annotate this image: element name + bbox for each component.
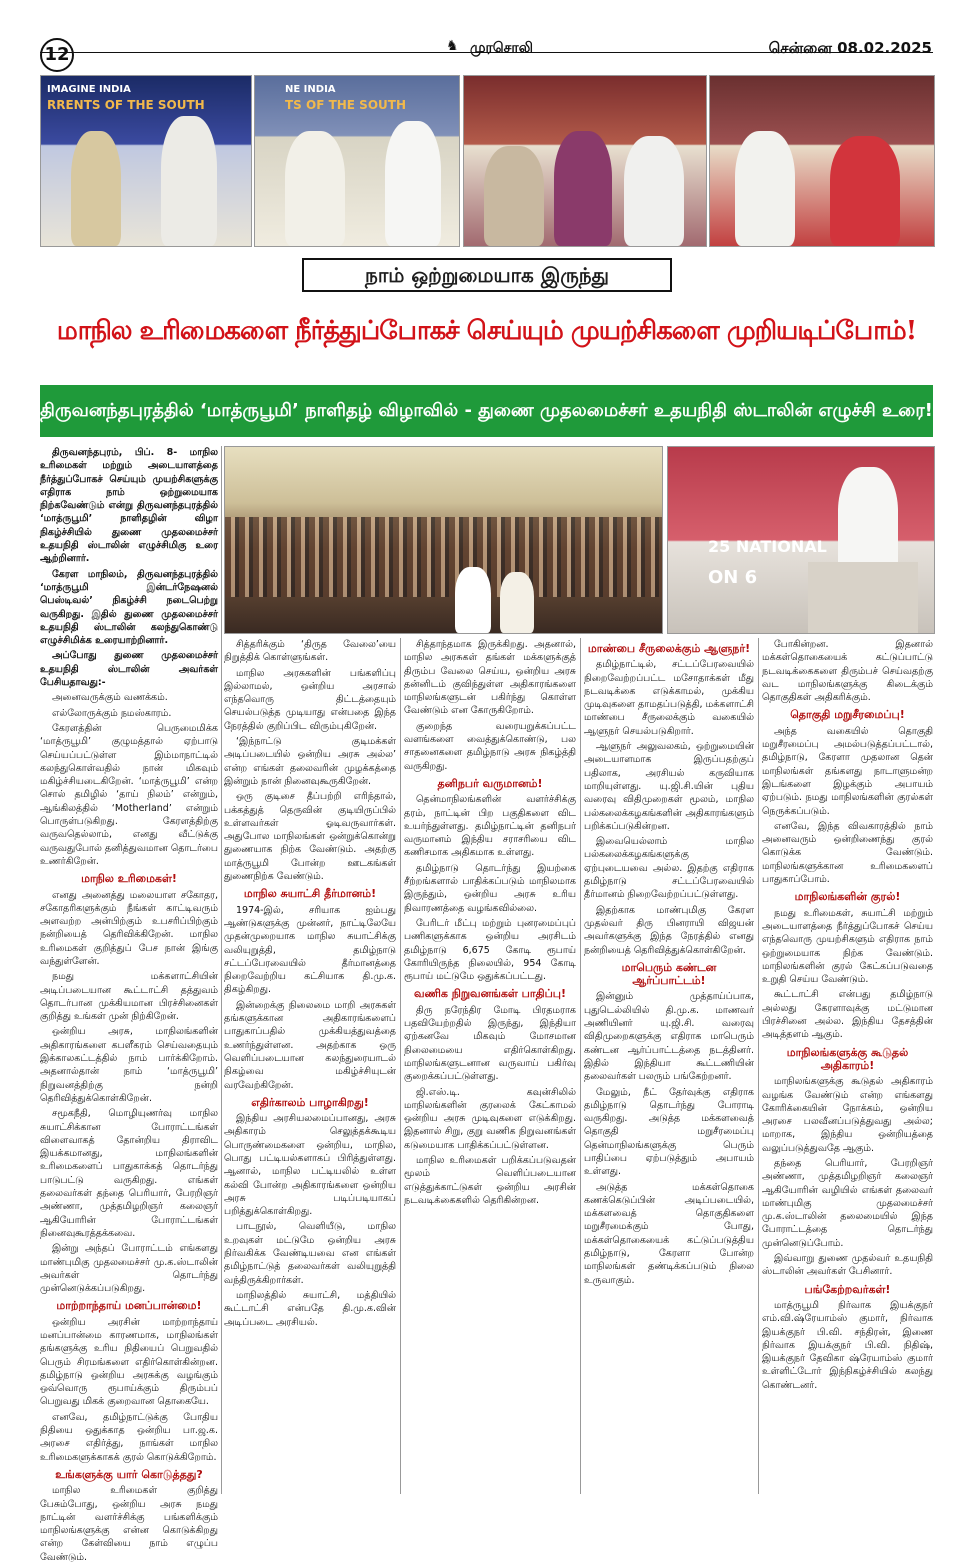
section-heading: எதிர்காலம் பாழாகிறது! [251,1095,369,1109]
section-heading: மாபெரும் கண்டன ஆர்ப்பாட்டம்! [621,960,717,988]
article-paragraph: மாத்ருபூமி நிர்வாக இயக்குநர் எம்.வி.ஷ்ரேயாம்ஸ் குமார், நிர்வாக இயக்குநர் பி.வி. சந்திரன், இணை நிர்வாக இயக்குநர் பி.வி. நிதிஷ், இயக்குநர் தேவிகா ஷ்ரேயாம்ஸ் குமார் உள்ளிட்டோர் இந்நிகழ்ச்சியில் கலந்து கொண்டனர். [762,1299,933,1391]
banner-text: NE INDIA [285,84,336,95]
section-heading: மாநில உரிமைகள்! [81,872,177,886]
article-paragraph: மாநில அரசுகளின் பங்களிப்பு இல்லாமல், ஒன்றிய அரசால் எந்தவொரு திட்டத்தையும் செயல்படுத்த முடியாது என்பதை இந்த நேரத்தில் குறிப்பிட விரும்புகிறேன். [224,667,396,732]
article-paragraph: திரு நரேந்திர மோடி பிரதமராக பதவியேற்றதில் இருந்து, இந்தியா ஏற்கனவே மிகவும் மோசமான நிலைமையை எதிர்கொள்கிறது. மாநிலங்களுடனான வருவாய் பகிர்வு குறைக்கப்பட்டுள்ளது. [404,1004,576,1083]
article-column-1 [40,446,218,1563]
article-paragraph: இன்றைக்கு நிலைமை மாறி அரசுகள் தங்களுக்கான அதிகாரங்களைப் பாதுகாப்பதில் முக்கியத்துவத்தை உணர்ந்துள்ளன. அதற்காக ஒரு வெளிப்படையான கலந்துரையாடல் நிகழ்வை மகிழ்ச்சியுடன் வரவேற்கிறேன். [224,999,396,1091]
person-figure [285,131,345,246]
article-paragraph: அடுத்த மக்கள்தொகை கணக்கெடுப்பின் அடிப்படையில், மக்களவைத் தொகுதிகளை மறுசீரமைக்கும் போது, மக்கள்தொகையைக் கட்டுப்படுத்திய தமிழ்நாடு, கேரளா போன்ற மாநிலங்கள் தண்டிக்கப்படும் நிலை உருவாகும். [584,1181,754,1286]
person-figure [735,131,795,246]
article-paragraph: ஜி.எஸ்.டி. கவுன்சிலில் மாநிலங்களின் குரலைக் கேட்காமல் ஒன்றிய அரசு முடிவுகளை எடுக்கிறது. இதனால் சிறு, குறு வணிக நிறுவனங்கள் கடுமையாக பாதிக்கப்பட்டுள்ளன. [404,1086,576,1151]
article-paragraph: தமிழ்நாட்டில், சட்டப்பேரவையில் நிறைவேற்றப்பட்ட மசோதாக்கள் மீது நடவடிக்கை எடுக்காமல், முக்கிய முடிவுகளை தாமதப்படுத்தி, மக்களாட்சி மாண்பை சீருலைக்கும் வகையில் ஆளுநர் செயல்படுகிறார். [584,659,754,737]
article-paragraph: மாநில உரிமைகள் குறித்து பேசும்போது, ஒன்றிய அரசு நமது நாட்டின் வளர்ச்சிக்கு பங்களிக்கும் மாநிலங்களுக்கு என்ன கொடுக்கிறது என்ற கேள்வியை நாம் எழுப்ப வேண்டும். [40,1485,218,1563]
article-column-2 [224,638,396,1494]
photo-speaker-podium [667,446,935,634]
person-figure [554,131,612,246]
article-paragraph: எனவே, இந்த விவகாரத்தில் நாம் அனைவரும் ஒன்றிணைந்து குரல் கொடுக்க வேண்டும். மாநிலங்களுக்கான உரிமைகளைப் பாதுகாப்போம். [762,820,933,886]
article-paragraph: இவ்வாறு துணை முதல்வர் உதயநிதி ஸ்டாலின் அவர்கள் பேசினார். [762,1253,933,1278]
article-paragraph: இவையெல்லாம் மாநில பல்கலைக்கழகங்களுக்கு ஏற்புடையவை அல்ல. இதற்கு எதிராக தமிழ்நாடு சட்டப்பேரவையில் தீர்மானம் நிறைவேற்றப்பட்டுள்ளது. [584,836,754,901]
article-paragraph: ஒன்றிய அரசு, மாநிலங்களின் அதிகாரங்களை கபளீகரம் செய்வதையும் இக்காலகட்டத்தில் நாம் பார்க்கிறோம். அதனால்தான் நாம் ‘மாத்ருபூமி’ நிறுவனத்திற்கு நன்றி தெரிவித்துக்கொள்கிறேன். [40,1026,218,1104]
article-paragraph: அனைவருக்கும் வணக்கம். [52,692,168,704]
article-paragraph: கூட்டாட்சி என்பது தமிழ்நாடு அல்லது கேரளாவுக்கு மட்டுமான பிரச்சினை அல்ல. இந்திய தேசத்தின் அடித்தளம் ஆகும். [762,989,933,1041]
page-header [0,0,972,70]
article-paragraph: பாடநூல், வெளியீடு, மாநில உறவுகள் மட்டுமே ஒன்றிய அரசு நிர்வகிக்க வேண்டியவை என எங்கள் தமிழ்நாட்டுத் தலைவர்கள் வலியுறுத்தி வந்திருக்கிறார்கள். [224,1221,396,1286]
article-paragraph: பேரிடர் மீட்பு மற்றும் புனரமைப்புப் பணிகளுக்காக ஒன்றிய அரசிடம் தமிழ்நாடு 6,675 கோடி ரூபாய் கோரியிருந்த நிலையில், 954 கோடி ரூபாய் மட்டுமே ஒதுக்கப்பட்டது. [404,917,576,983]
speaker-figure [838,467,898,577]
newspaper-brand: முரசொலி [470,40,533,56]
article-paragraph: இன்னும் முத்தாய்ப்பாக, புதுடெல்லியில் தி.மு.க. மாணவர் அணியினர் யு.ஜி.சி. வரைவு விதிமுறைகளுக்கு எதிராக மாபெரும் கண்டன ஆர்ப்பாட்டத்தை நடத்தினர். இதில் இந்தியா கூட்டணியின் தலைவர்கள் பலரும் பங்கேற்றனர். [584,991,754,1083]
article-paragraph: அப்போது துணை முதலமைச்சர் உதயநிதி ஸ்டாலின் அவர்கள் பேசியதாவது:- [40,650,218,689]
article-paragraph: அந்த வகையில் தொகுதி மறுசீரமைப்பு அமல்படுத்தப்பட்டால், தமிழ்நாடு, கேரளா முதலான தென் மாநிலங்கள் தங்களது நாடாளுமன்ற இடங்களை இழக்கும் அபாயம் ஏற்படும். நமது மாநிலங்களின் குரல்கள் நெருக்கப்படும். [762,725,933,817]
photo-award-1 [40,75,252,247]
article-paragraph: மேலும், நீட் தேர்வுக்கு எதிராக தமிழ்நாடு தொடர்ந்து போராடி வருகிறது. அடுத்த மக்களவைத் தொகுதி மறுசீரமைப்பு தென்மாநிலங்களுக்கு பெரும் பாதிப்பை ஏற்படுத்தும் அபாயம் உள்ளது. [584,1086,754,1178]
section-heading: மாநில சுயாட்சி தீர்மானம்! [243,887,377,901]
article-column-4 [584,638,754,1494]
section-heading: மாற்றாந்தாய் மனப்பான்மை! [56,1299,202,1313]
photo-award-2 [254,75,460,247]
article-paragraph: சித்தரிக்கும் ‘திருத வேலை’யை நிறுத்திக் கொள்ளுங்கள். [224,639,396,664]
article-subhead: திருவனந்தபுரத்தில் ‘மாத்ருபூமி’ நாளிதழ் விழாவில் - துணை முதலமைச்சர் உதயநிதி ஸ்டாலின் எழுச்சி உரை! [40,385,933,437]
person-figure [830,136,900,246]
column-divider [580,638,581,1494]
article-paragraph: சித்தாந்தமாக இருக்கிறது. அதனால், மாநில அரசுகள் தங்கள் மக்களுக்குத் திரும்ப வேலை செய்ய, ஒன்றிய அரசு தன்னிடம் குவிந்துள்ள அதிகாரங்களை மாநிலங்களுடன் பகிர்ந்து கொள்ள வேண்டும் என கோருகிறோம். [404,639,576,717]
newspaper-logo-icon: ♞ [446,38,459,54]
article-paragraph: தென்மாநிலங்களின் வளர்ச்சிக்கு தரம், நாட்டின் பிற பகுதிகளை விட உயர்ந்துள்ளது. தமிழ்நாட்டின் தனிநபர் வருமானம் இந்திய சராசரியை விட கணிசமாக அதிகமாக உள்ளது. [404,794,576,859]
article-paragraph: கேரளத்தின் பெருமைமிக்க ‘மாத்ருபூமி’ குழுமத்தால் ஏற்பாடு செய்யப்பட்டுள்ள இம்மாநாட்டில் கலந்துகொள்வதில் நான் மிகவும் மகிழ்ச்சியடைகிறேன். ‘மாத்ருபூமி’ என்ற சொல் தமிழில் ‘தாய் நிலம்’ என்றும், ஆங்கிலத்தில் ‘Motherland’ என்றும் பொருள்படுகிறது. கேரளத்திற்கு வருவதெல்லாம், எனது வீட்டுக்கு வருவதுபோல் தனித்துவமான தொடர்பை உணர்கிறேன். [40,722,218,867]
person-figure [624,136,684,246]
article-paragraph: இன்று அந்தப் போராட்டம் எங்களது மாண்புமிகு முதலமைச்சர் மு.க.ஸ்டாலின் அவர்கள் தொடர்ந்து முன்னெடுக்கப்படுகிறது. [40,1243,218,1295]
article-paragraph: மாநிலங்களுக்கு கூடுதல் அதிகாரம் வழங்க வேண்டும் என்ற எங்களது கோரிக்கையின் நோக்கம், ஒன்றிய அரசை பலவீனப்படுத்துவது அல்ல; மாறாக, இந்திய ஒன்றியத்தை வலுப்படுத்துவதே ஆகும். [762,1076,933,1154]
article-paragraph: இந்திய அரசியலமைப்பானது, அரசு அதிகாரம் செலுத்தக்கூடிய பொருண்மைகளை ஒன்றிய, மாநில, பொது பட்டியல்களாகப் பிரித்துள்ளது. ஆனால், மாநில பட்டியலில் உள்ள கல்வி போன்ற அதிகாரங்களை ஒன்றிய அரசு படிப்படியாகப் பறித்துக்கொள்கிறது. [224,1113,396,1218]
section-heading: மாநிலங்களுக்கு கூடுதல் அதிகாரம்! [786,1045,909,1072]
article-paragraph: 1974-இல், சரியாக ஐம்பது ஆண்டுகளுக்கு முன்னர், நாட்டிலேயே முதன்முறையாக மாநில சுயாட்சிக்கு வலியுறுத்தி, தமிழ்நாடு சட்டப்பேரவையில் தீர்மானத்தை நிறைவேற்றிய கட்சியாக தி.மு.க. திகழ்கிறது. [224,904,396,996]
article-paragraph: தந்தை பெரியார், பேரறிஞர் அண்ணா, முத்தமிழறிஞர் கலைஞர் ஆகியோரின் வழியில் எங்கள் தலைவர் மாண்புமிகு முதலமைச்சர் மு.க.ஸ்டாலின் தலைமையில் இந்த போராட்டத்தை தொடர்ந்து முன்னெடுப்போம். [762,1157,933,1249]
banner-text-2: RRENTS OF THE SOUTH [47,98,205,112]
article-column-5 [762,638,933,1494]
article-paragraph: நமது மக்களாட்சியின் அடிப்படையான கூட்டாட்சி தத்துவம் தொடர்பான முக்கியமான பிரச்சினைகள் குறித்து உங்கள் முன் நிற்கிறேன். [40,971,218,1023]
page-number: 12 [40,38,74,72]
article-paragraph: மாநில உரிமைகள் பறிக்கப்படுவதன் மூலம் வெளிப்படையான எடுத்துக்காட்டுகள் ஒன்றிய அரசின் நடவடிக்கைகளில் தெரிகின்றன. [404,1154,576,1206]
article-paragraph: தமிழ்நாடு தொடர்ந்து இயற்கை சீற்றங்களால் பாதிக்கப்படும் மாநிலமாக இருந்தும், ஒன்றிய அரசு உரிய நிவாரணத்தை வழங்கவில்லை. [404,862,576,914]
person-figure [71,131,121,246]
banner-text: IMAGINE INDIA [47,84,131,95]
article-paragraph: போகின்றன. இதனால் மக்கள்தொகையைக் கட்டுப்பாட்டு நடவடிக்கைகளை திரும்பச் செய்வதற்கு வட மாநிலங்களுக்கு கிடைக்கும் தொகுதிகள் அதிகரிக்கும். [762,639,933,704]
stage-sign-2: ON 6 [708,567,758,588]
podium [808,562,918,633]
article-paragraph: மாநிலத்தில் சுயாட்சி, மத்தியில் கூட்டாட்சி என்பதே தி.மு.க.வின் அடிப்படை அரசியல். [224,1289,396,1328]
article-paragraph: ‘இந்நாட்டு குடிமக்கள் அடிப்படையில் ஒன்றிய அரசு அல்ல’ என்ற எங்கள் தலைவரின் முழக்கத்தை இன்றும் நான் நினைவுகூருகிறேன். [224,736,396,787]
section-heading: மாநிலங்களின் குரல்! [794,890,901,904]
article-paragraph: சமூகநீதி, மொழியுணர்வு மாநில சுயாட்சிக்கான போராட்டங்கள் விளைவாகத் தோன்றிய திராவிட இயக்கமானது, மாநிலங்களின் உரிமைகளைப் பாதுகாக்கத் தொடர்ந்து பாடுபட்டு வருகிறது. எங்கள் தலைவர்கள் தந்தை பெரியார், பேரறிஞர் அண்ணா, முத்தமிழறிஞர் கலைஞர் ஆகியோரின் போராட்டங்கள் நினைவுகூரத்தக்கவை. [40,1108,218,1239]
column-divider [758,638,759,1494]
photo-selfie-group [463,75,707,247]
article-headline: மாநில உரிமைகளை நீர்த்துப்போகச் செய்யும் முயற்சிகளை முறியடிப்போம்! [56,316,917,346]
section-heading: தனிநபர் வருமானம்! [437,776,543,790]
article-paragraph: எனவே, தமிழ்நாட்டுக்கு போதிய நிதியை ஒதுக்காத ஒன்றிய பா.ஜ.க. அரசை எதிர்த்து, நாங்கள் மாநில உரிமைகளுக்காகக் குரல் கொடுக்கிறோம். [40,1411,218,1463]
photo-audience [224,446,663,634]
article-kicker: நாம் ஒற்றுமையாக இருந்து [302,258,672,292]
section-heading: பங்கேற்றவர்கள்! [804,1282,891,1296]
article-paragraph: இதற்காக மாண்புமிகு கேரள முதல்வர் திரு பினராயி விஜயன் அவர்களுக்கு இந்த நேரத்தில் எனது நன்றியைத் தெரிவித்துக்கொள்கிறேன். [584,904,754,956]
section-heading: உங்களுக்கு யார் கொடுத்தது? [55,1467,203,1481]
stage-sign: 25 NATIONAL [708,537,827,556]
column-divider [221,446,222,1494]
person-figure [455,567,491,633]
banner-text-2: TS OF THE SOUTH [285,98,407,112]
person-figure [161,116,217,246]
article-paragraph: நமது உரிமைகள், சுயாட்சி மற்றும் அடையாளத்தை நீர்த்துப்போகச் செய்ய எந்தவொரு முயற்சிகளும் எதிராக நாம் ஒற்றுமையாக நிற்க வேண்டும். மாநிலங்களின் குரல் கேட்கப்படுவதை உறுதி செய்ய வேண்டும். [762,907,933,986]
article-paragraph: ஒன்றிய அரசின் மாற்றாந்தாய் மனப்பான்மை காரணமாக, மாநிலங்கள் தங்களுக்கு உரிய நிதியைப் பெறுவதில் பெரும் சிரமங்களை எதிர்கொள்கின்றன. தமிழ்நாடு ஒன்றிய அரசுக்கு வழங்கும் ஒவ்வொரு ரூபாய்க்கும் திரும்பப் பெறுவது மிகக் குறைவான தொகையே. [40,1316,218,1408]
audience-rows [225,517,662,597]
article-paragraph: கேரள மாநிலம், திருவனந்தபுரத்தில் ‘மாத்ருபூமி இன்டர்நேஷனல் பெஸ்டிவல்’ நிகழ்ச்சி நடைபெற்று வருகிறது. இதில் துணை முதலமைச்சர் உதயநிதி ஸ்டாலின் கலந்துகொண்டு எழுச்சிமிக்க உரையாற்றினார். [40,568,218,647]
photo-selfie-crowd [709,75,935,247]
person-figure [500,572,534,633]
article-column-3 [404,638,576,1494]
section-heading: வணிக நிறுவனங்கள் பாதிப்பு! [413,987,566,1001]
column-divider [400,638,401,1494]
issue-date: சென்னை 08.02.2025 [768,39,932,57]
article-paragraph: திருவனந்தபுரம், பிப். 8- மாநில உரிமைகள் மற்றும் அடையாளத்தை நீர்த்துப்போகச் செய்யும் முயற்சிகளுக்கு எதிராக நாம் ஒற்றுமையாக நிற்கவேண்டும் என்று திருவனந்தபுரத்தில் ‘மாத்ருபூமி’ நாளிதழின் விழா நிகழ்ச்சியில் துணை முதலமைச்சர் உதயநிதி ஸ்டாலின் எழுச்சிமிகு உரை ஆற்றினார். [40,447,218,565]
article-paragraph: குறைந்த வரையறுக்கப்பட்ட வளங்களை வைத்துக்கொண்டு, பல சாதனைகளை தமிழ்நாடு அரசு நிகழ்த்தி வருகிறது. [404,720,576,772]
section-heading: தொகுதி மறுசீரமைப்பு! [790,708,905,722]
article-paragraph: எனது அனைத்து மலையாள சகோதர, சகோதரிகளுக்கும் நீங்கள் காட்டிவரும் அளவற்ற அன்பிற்கும் உபசரிப்பிற்கும் நன்றியைத் தெரிவிக்கிறேன். மாநில உரிமைகள் குறித்துப் பேச நான் இங்கு வந்துள்ளேன். [40,889,218,967]
article-paragraph: எல்லோருக்கும் நமஸ்காரம். [52,707,172,719]
article-paragraph: ஆளுநர் அலுவலகம், ஒற்றுமையின் அடையாளமாக இருப்பதற்குப் பதிலாக, அரசியல் கருவியாக மாறியுள்ளது. யு.ஜி.சி.யின் புதிய வரைவு விதிமுறைகள் மூலம், மாநில பல்கலைக்கழகங்களின் அதிகாரங்களும் பறிக்கப்படுகின்றன. [584,741,754,832]
section-heading: மாண்பை சீருலைக்கும் ஆளுநர்! [587,642,751,655]
person-figure [484,146,544,246]
article-paragraph: ஒரு குடிசை தீப்பற்றி எரிந்தால், பக்கத்துத் தெருவின் குடியிருப்பில் உள்ளவர்கள் ஓடிவருவார்கள். அதுபோல மாநிலங்கள் ஒன்றுக்கொன்று துணையாக நிற்க வேண்டும். அதற்கு மாத்ருபூமி போன்ற ஊடகங்கள் துணைநிற்க வேண்டும். [224,791,396,883]
person-figure [385,121,441,246]
